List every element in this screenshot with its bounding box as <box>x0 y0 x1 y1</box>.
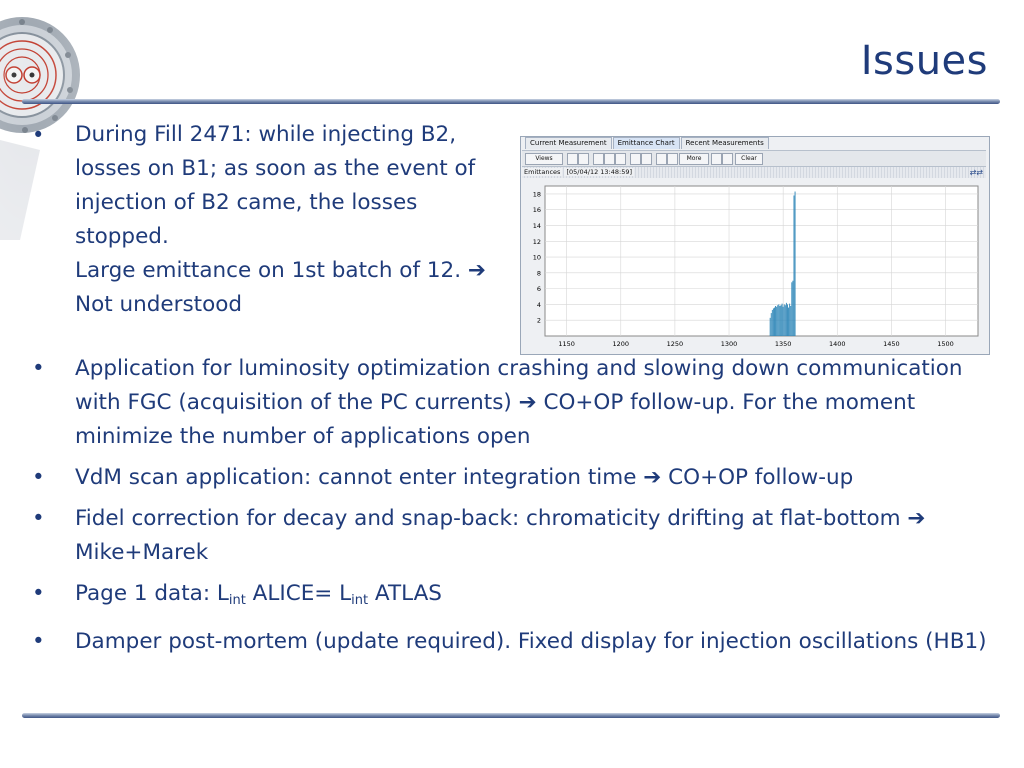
y-tick-label: 14 <box>532 221 541 230</box>
panel-window-icons[interactable]: ⇄⇄ <box>969 168 983 177</box>
emittance-bar <box>786 303 787 336</box>
list-item <box>32 577 995 618</box>
item-text: CO+OP follow-up <box>661 465 854 490</box>
arrow-right-icon: ➔ <box>467 258 486 283</box>
bullet-marker: • <box>32 629 45 654</box>
y-tick-label: 10 <box>532 253 541 262</box>
item-text: CO+OP follow-up. For the moment minimize the number of applications open <box>75 390 916 449</box>
emittance-text: Large emittance on 1st batch of 12. <box>75 258 468 283</box>
y-tick-label: 12 <box>532 237 541 246</box>
emittance-bar <box>775 306 776 336</box>
damper-text: Damper post-mortem (update required). Fixed display for injection oscillations (HB1) <box>75 629 987 654</box>
item-text: Mike+Marek <box>75 540 209 565</box>
y-tick-label: 2 <box>536 316 541 325</box>
emittance-bar <box>771 313 772 336</box>
panel-title: Emittances <box>524 168 561 176</box>
y-tick-label: 8 <box>536 269 541 278</box>
x-tick-label: 1500 <box>937 340 954 348</box>
tab-emittance-chart[interactable]: Emittance Chart <box>613 137 680 149</box>
bottom-divider <box>22 713 1000 718</box>
bullet-marker: • <box>32 506 45 531</box>
y-tick-label: 16 <box>532 206 541 215</box>
list-item <box>32 625 995 659</box>
item-text: Application for luminosity optimization crashing and slowing down communication with FGC (acquisition of the PC currents) <box>75 356 963 415</box>
emittance-bar <box>781 305 782 336</box>
x-tick-label: 1300 <box>720 340 738 348</box>
bullet-marker: • <box>32 581 45 606</box>
more-label: More <box>686 155 702 162</box>
arrow-right-icon: ➔ <box>907 506 926 531</box>
emittance-bar <box>772 310 773 336</box>
bullet-marker: • <box>32 123 45 147</box>
emittance-bar <box>787 304 788 336</box>
page1-text: ATLAS <box>368 581 442 606</box>
x-tick-label: 1250 <box>666 340 684 348</box>
page1-text: ALICE= L <box>245 581 352 606</box>
plot-area <box>545 186 978 336</box>
clear-label: Clear <box>741 155 757 162</box>
emittance-bar <box>773 308 774 336</box>
bullet-fill-2471 <box>75 118 495 322</box>
bullet-marker: • <box>32 356 45 381</box>
views-label: Views <box>535 155 553 162</box>
emittance-bar <box>788 308 789 336</box>
x-tick-label: 1400 <box>829 340 846 348</box>
emittance-bar <box>774 308 775 336</box>
list-item <box>32 461 995 495</box>
emittance-bar <box>770 318 771 336</box>
emittance-bar <box>783 307 784 336</box>
emittance-bar <box>795 192 796 336</box>
emittance-bar <box>784 304 785 336</box>
emittance-app-window <box>520 136 990 355</box>
x-tick-label: 1150 <box>558 340 575 348</box>
tab-current-measurement[interactable]: Current Measurement <box>525 137 612 149</box>
x-tick-label: 1450 <box>883 340 900 348</box>
issues-list <box>32 352 995 666</box>
emittance-bar <box>789 304 790 336</box>
emittance-bar <box>791 282 792 336</box>
bullet-marker: • <box>32 465 45 490</box>
subscript-int: int <box>351 593 369 608</box>
top-divider <box>22 99 1000 104</box>
emittance-bar <box>779 306 780 336</box>
arrow-right-icon: ➔ <box>518 390 537 415</box>
emittance-bar <box>782 304 783 336</box>
emittance-bar <box>778 304 779 336</box>
not-understood-text: Not understood <box>75 292 243 317</box>
page1-text: Page 1 data: L <box>75 581 229 606</box>
page-title: Issues <box>860 38 988 84</box>
emittance-bar <box>776 307 777 336</box>
arrow-right-icon: ➔ <box>643 465 662 490</box>
emittance-bar <box>777 305 778 336</box>
list-item <box>32 502 995 570</box>
list-item <box>32 352 995 454</box>
emittance-bar <box>785 305 786 336</box>
y-tick-label: 6 <box>536 285 541 294</box>
x-tick-label: 1350 <box>774 340 792 348</box>
emittance-chart <box>521 137 989 354</box>
y-tick-label: 18 <box>532 190 541 199</box>
x-tick-label: 1200 <box>612 340 630 348</box>
emittance-bar <box>790 306 791 336</box>
tab-recent-measurements[interactable]: Recent Measurements <box>681 137 769 149</box>
fill-2471-text: During Fill 2471: while injecting B2, losses on B1; as soon as the event of injection of B2 came, the losses stopped. <box>75 122 476 249</box>
emittance-bar <box>794 195 795 336</box>
y-tick-label: 4 <box>536 300 541 309</box>
emittance-bar <box>792 281 793 336</box>
panel-timestamp: [05/04/12 13:48:59] <box>566 168 633 176</box>
item-text: Fidel correction for decay and snap-back: chromaticity drifting at flat-bottom <box>75 506 908 531</box>
subscript-int: int <box>228 593 246 608</box>
item-text: VdM scan application: cannot enter integration time <box>75 465 644 490</box>
